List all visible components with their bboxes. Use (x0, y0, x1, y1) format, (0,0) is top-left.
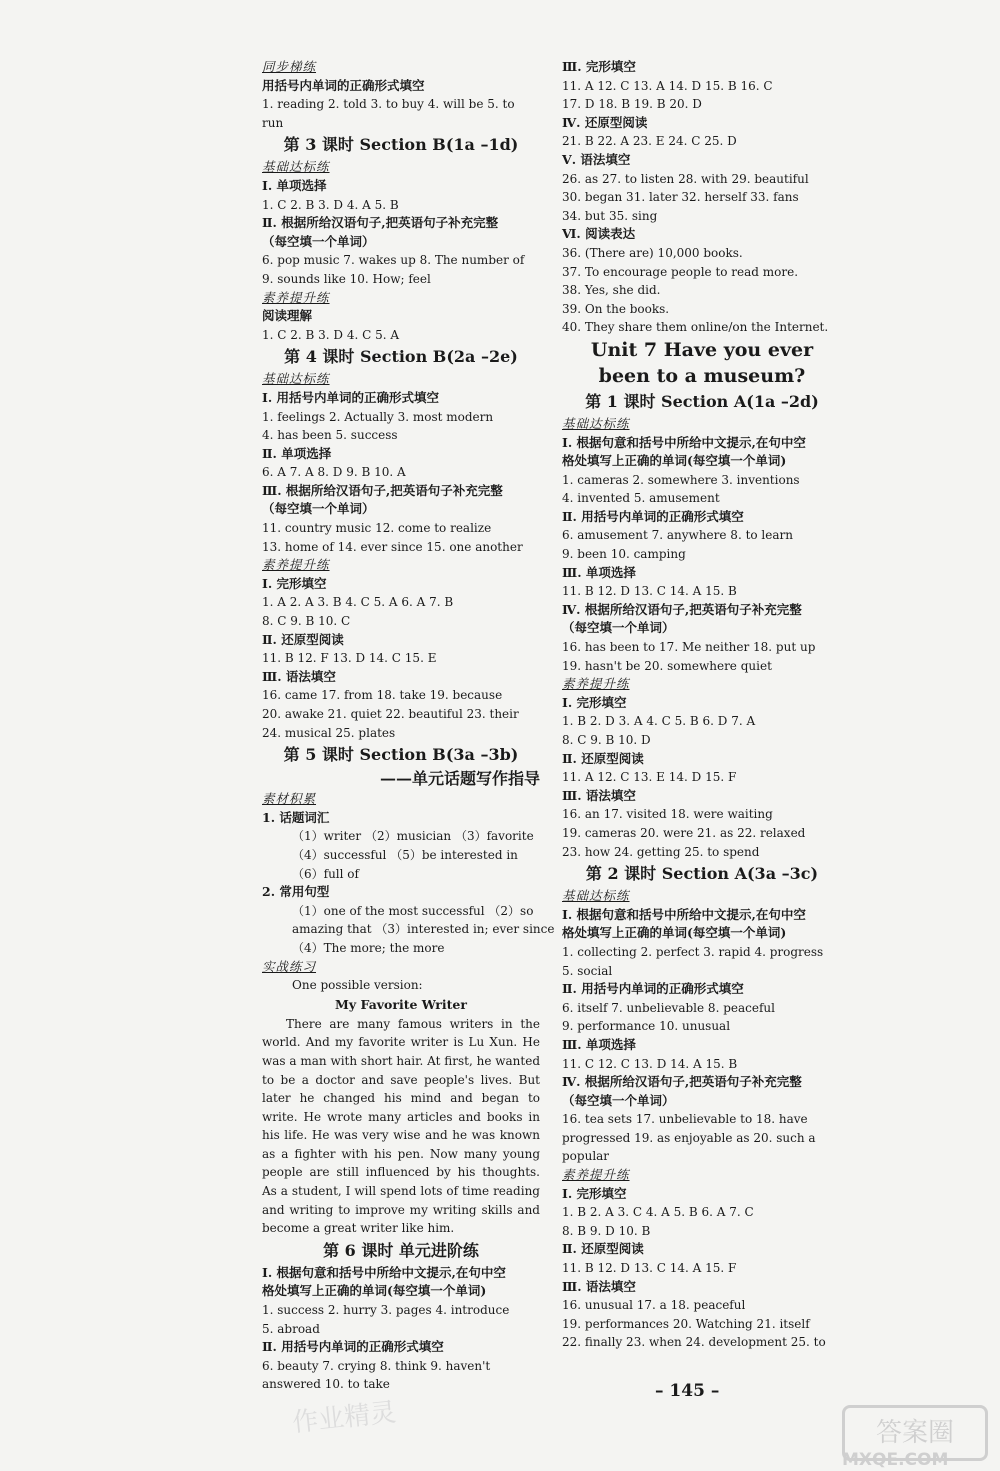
answer-line: （4）successful （5）be interested in (292, 847, 518, 862)
answer-line: 1. success 2. hurry 3. pages 4. introduce (262, 1303, 510, 1318)
answer-line: 19. hasn't be 20. somewhere quiet (562, 658, 772, 673)
lesson-heading: 第 2 课时 Section A(3a –3c) (585, 864, 819, 884)
answer-line: 16. has been to 17. Me neither 18. put up (562, 640, 816, 655)
answer-line: 39. On the books. (562, 301, 670, 316)
instruction-heading: （每空填一个单词） (262, 233, 375, 249)
answer-line: （1）one of the most successful （2）so (292, 903, 534, 918)
answer-line: 1. reading 2. told 3. to buy 4. will be 5. to (262, 97, 515, 112)
answer-line: 9. performance 10. unusual (562, 1019, 731, 1034)
answer-line: 8. C 9. B 10. D (562, 733, 651, 747)
answer-line: （6）full of (292, 866, 359, 881)
lesson-heading: ——单元话题写作指导 (379, 769, 540, 789)
answer-line: 9. been 10. camping (562, 547, 686, 562)
answer-line: progressed 19. as enjoyable as 20. such a (562, 1130, 816, 1145)
lesson-heading: 第 1 课时 Section A(1a –2d) (585, 391, 819, 411)
answer-line: 11. country music 12. come to realize (262, 521, 492, 536)
left-column (262, 58, 555, 1394)
instruction-heading: Ⅱ. 用括号内单词的正确形式填空 (262, 1339, 444, 1355)
answer-line: （1）writer （2）musician （3）favorite (292, 829, 534, 844)
watermark-left: 作业精灵 (290, 1397, 398, 1439)
answer-line: 19. cameras 20. were 21. as 22. relaxed (562, 825, 806, 840)
answer-line: 1. A 2. A 3. B 4. C 5. A 6. A 7. B (262, 595, 454, 610)
answer-line: 6. A 7. A 8. D 9. B 10. A (262, 465, 406, 480)
answer-line: 30. began 31. later 32. herself 33. fans (562, 190, 799, 205)
answer-line: 11. C 12. C 13. D 14. A 15. B (562, 1056, 738, 1071)
section-heading: 基础达标练 (262, 159, 330, 175)
instruction-heading: Ⅰ. 完形填空 (562, 694, 627, 710)
answer-line: 11. A 12. C 13. A 14. D 15. B 16. C (562, 78, 773, 93)
instruction-heading: Ⅲ. 完形填空 (562, 59, 636, 74)
section-heading: 素养提升练 (262, 557, 330, 573)
answer-line: 1. C 2. B 3. D 4. A 5. B (262, 197, 399, 212)
instruction-heading: Ⅱ. 用括号内单词的正确形式填空 (562, 981, 744, 997)
answer-line: 34. but 35. sing (562, 208, 658, 223)
watermark-logo: 答案圈 (842, 1405, 988, 1461)
answer-line: 19. performances 20. Watching 21. itself (562, 1316, 810, 1331)
answer-line: 38. Yes, she did. (562, 283, 661, 298)
instruction-heading: Ⅲ. 单项选择 (562, 1036, 636, 1052)
answer-line: 6. pop music 7. wakes up 8. The number of (262, 253, 525, 268)
answer-line: 16. unusual 17. a 18. peaceful (562, 1298, 746, 1313)
answer-line: 20. awake 21. quiet 22. beautiful 23. their (262, 707, 519, 721)
essay-paragraph: There are many famous writers in the world. And my favorite writer is Lu Xun. He was a man with short hair. At first, he wanted to be a doctor and save people's lives. But later he changed his mind and began to write. He wrote many articles and books in his life. He was very wise and he was known as a fighter with his pen. Now many young people are still influenced by his thoughts. As a student, I will spend lots of time reading and writing to improve my writing skills and become a great writer like him. (262, 1016, 541, 1236)
answer-line: popular (562, 1149, 610, 1164)
instruction-heading: Ⅱ. 还原型阅读 (562, 1241, 644, 1257)
instruction-heading: Ⅳ. 还原型阅读 (562, 114, 648, 130)
answer-line: 16. came 17. from 18. take 19. because (262, 688, 503, 703)
instruction-heading: Ⅲ. 语法填空 (562, 1278, 636, 1294)
instruction-heading: 格处填写上正确的单词(每空填一个单词) (562, 925, 787, 941)
answer-line: （4）The more; the more (292, 940, 445, 955)
section-heading: 基础达标练 (262, 371, 330, 387)
answer-line: 6. beauty 7. crying 8. think 9. haven't (262, 1358, 491, 1373)
section-heading: 素养提升练 (562, 1167, 630, 1183)
answer-line: 8. B 9. D 10. B (562, 1223, 651, 1238)
answer-line: 5. social (562, 963, 613, 978)
section-heading: 基础达标练 (562, 888, 630, 904)
answer-line: 26. as 27. to listen 28. with 29. beautiful (562, 171, 809, 186)
instruction-heading: 2. 常用句型 (262, 884, 330, 900)
answer-line: 4. has been 5. success (262, 428, 398, 443)
unit-title: Unit 7 Have you ever (590, 338, 814, 361)
answer-line: 4. invented 5. amusement (562, 491, 720, 506)
instruction-heading: Ⅱ. 单项选择 (262, 445, 332, 461)
instruction-heading: Ⅲ. 根据所给汉语句子,把英语句子补充完整 (262, 482, 503, 498)
answer-line: answered 10. to take (262, 1377, 390, 1392)
answer-line: 6. itself 7. unbelievable 8. peaceful (562, 1000, 775, 1015)
instruction-heading: Ⅰ. 根据句意和括号中所给中文提示,在句中空 (562, 434, 806, 450)
instruction-heading: Ⅱ. 还原型阅读 (262, 631, 344, 647)
lesson-heading: 第 3 课时 Section B(1a –1d) (283, 135, 519, 155)
answer-line: 5. abroad (262, 1321, 320, 1336)
instruction-heading: Ⅰ. 用括号内单词的正确形式填空 (262, 389, 440, 405)
answer-line: 11. A 12. C 13. E 14. D 15. F (562, 770, 737, 785)
answer-line: 21. B 22. A 23. E 24. C 25. D (562, 134, 737, 149)
answer-line: 13. home of 14. ever since 15. one another (262, 539, 523, 554)
instruction-heading: 阅读理解 (262, 308, 313, 324)
answer-line: 6. amusement 7. anywhere 8. to learn (562, 528, 793, 543)
answer-line: 22. finally 23. when 24. development 25. to (562, 1335, 826, 1350)
page-number: – 145 – (655, 1381, 720, 1401)
answer-line: run (262, 115, 284, 130)
section-heading: 素材积累 (262, 791, 317, 807)
section-heading: 实战练习 (262, 958, 317, 974)
right-column (562, 58, 842, 1352)
watermark-url: MXQE.COM (842, 1450, 949, 1470)
section-heading: 基础达标练 (562, 415, 630, 431)
answer-line: 11. B 12. D 13. C 14. A 15. F (562, 1261, 737, 1276)
answer-line: 24. musical 25. plates (262, 725, 396, 740)
unit-title: been to a museum? (598, 364, 806, 387)
lesson-heading: 第 5 课时 Section B(3a –3b) (283, 745, 519, 765)
lesson-heading: 第 4 课时 Section B(2a –2e) (284, 347, 518, 367)
instruction-heading: Ⅲ. 单项选择 (562, 564, 636, 580)
answer-line: 9. sounds like 10. How; feel (262, 271, 431, 286)
section-heading: 同步梯练 (262, 59, 317, 74)
instruction-heading: Ⅰ. 完形填空 (562, 1185, 627, 1201)
instruction-heading: Ⅳ. 根据所给汉语句子,把英语句子补充完整 (562, 601, 802, 617)
answer-line: One possible version: (292, 978, 423, 993)
instruction-heading: Ⅰ. 完形填空 (262, 575, 327, 591)
answer-line: 1. collecting 2. perfect 3. rapid 4. progress (562, 944, 824, 959)
answer-line: 16. an 17. visited 18. were waiting (562, 807, 773, 822)
answer-line: amazing that （3）interested in; ever since (292, 922, 555, 937)
answer-line: 17. D 18. B 19. B 20. D (562, 97, 702, 112)
instruction-heading: Ⅴ. 语法填空 (562, 151, 631, 167)
lesson-heading: 第 6 课时 单元进阶练 (323, 1240, 479, 1260)
answer-line: 16. tea sets 17. unbelievable to 18. have (562, 1112, 808, 1127)
answer-line: 36. (There are) 10,000 books. (562, 245, 743, 260)
answer-line: 1. feelings 2. Actually 3. most modern (262, 409, 494, 424)
answer-line: 8. C 9. B 10. C (262, 614, 351, 629)
instruction-heading: Ⅲ. 语法填空 (262, 668, 336, 684)
answer-line: 1. B 2. D 3. A 4. C 5. B 6. D 7. A (562, 714, 756, 729)
instruction-heading: 用括号内单词的正确形式填空 (262, 77, 425, 93)
answer-line: 1. cameras 2. somewhere 3. inventions (562, 472, 800, 487)
answer-line: 11. B 12. F 13. D 14. C 15. E (262, 651, 437, 666)
instruction-heading: Ⅱ. 还原型阅读 (562, 750, 644, 766)
essay-title: My Favorite Writer (335, 996, 467, 1012)
instruction-heading: （每空填一个单词） (262, 501, 375, 517)
instruction-heading: （每空填一个单词） (562, 620, 675, 636)
instruction-heading: Ⅰ. 根据句意和括号中所给中文提示,在句中空 (562, 906, 806, 922)
instruction-heading: Ⅵ. 阅读表达 (562, 226, 636, 242)
instruction-heading: 1. 话题词汇 (262, 809, 330, 825)
instruction-heading: Ⅱ. 根据所给汉语句子,把英语句子补充完整 (262, 215, 499, 231)
answer-line: 1. C 2. B 3. D 4. C 5. A (262, 327, 400, 342)
answer-line: 40. They share them online/on the Internet. (562, 320, 829, 335)
section-heading: 素养提升练 (562, 676, 630, 692)
answer-line: 1. B 2. A 3. C 4. A 5. B 6. A 7. C (562, 1205, 754, 1220)
answer-line: 23. how 24. getting 25. to spend (562, 844, 760, 859)
section-heading: 素养提升练 (262, 289, 330, 305)
instruction-heading: 格处填写上正确的单词(每空填一个单词) (262, 1283, 487, 1299)
instruction-heading: Ⅰ. 根据句意和括号中所给中文提示,在句中空 (262, 1264, 506, 1280)
instruction-heading: Ⅰ. 单项选择 (262, 177, 327, 193)
instruction-heading: 格处填写上正确的单词(每空填一个单词) (562, 453, 787, 469)
instruction-heading: （每空填一个单词） (562, 1092, 675, 1108)
answer-line: 37. To encourage people to read more. (562, 264, 799, 279)
answer-line: 11. B 12. D 13. C 14. A 15. B (562, 584, 737, 599)
instruction-heading: Ⅳ. 根据所给汉语句子,把英语句子补充完整 (562, 1074, 802, 1090)
instruction-heading: Ⅱ. 用括号内单词的正确形式填空 (562, 508, 744, 524)
instruction-heading: Ⅲ. 语法填空 (562, 787, 636, 803)
